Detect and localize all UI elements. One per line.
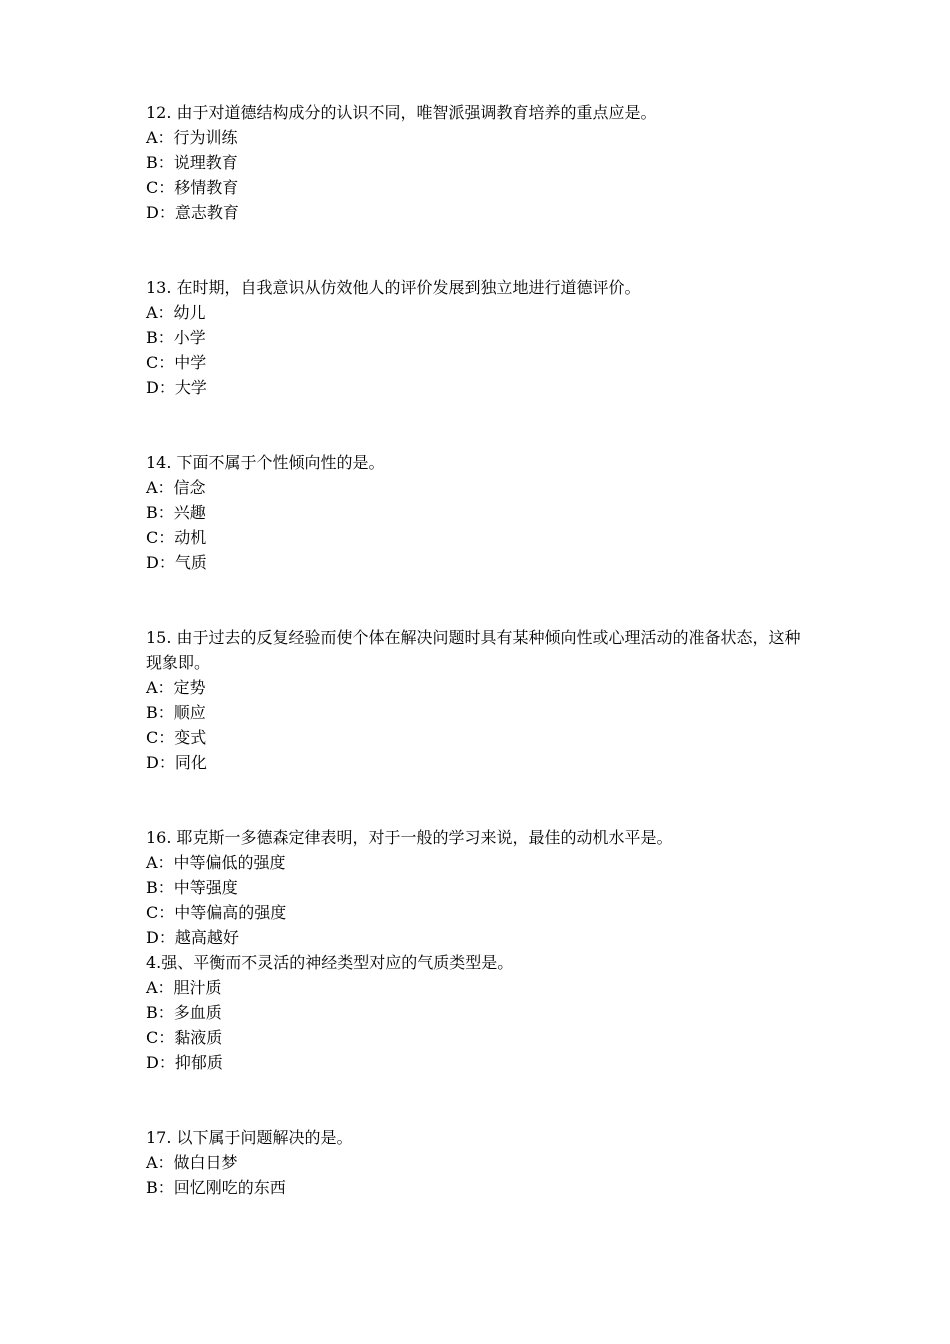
document-page [146,100,816,1200]
option-b: B：兴趣 [146,503,206,522]
question-17 [146,1125,816,1200]
question-12 [146,100,816,225]
option-d: D：同化 [146,753,207,772]
option-d: D：气质 [146,553,207,572]
option-c: C：中学 [146,353,207,372]
option-a: A：中等偏低的强度 [146,853,286,872]
option-a: A：幼儿 [146,303,206,322]
option-b: B：多血质 [146,1003,222,1022]
question-15 [146,625,816,775]
option-a: A：行为训练 [146,128,238,147]
question-stem: 4.强、平衡而不灵活的神经类型对应的气质类型是。 [146,953,514,972]
spacer [146,775,816,825]
option-c: C：移情教育 [146,178,239,197]
option-b: B：中等强度 [146,878,238,897]
question-13 [146,275,816,400]
question-stem: 17. 以下属于问题解决的是。 [146,1128,353,1147]
spacer [146,1075,816,1125]
option-b: B：回忆刚吃的东西 [146,1178,286,1197]
option-a: A：做白日梦 [146,1153,238,1172]
question-16 [146,825,816,950]
option-d: D：越高越好 [146,928,239,947]
option-c: C：动机 [146,528,207,547]
question-stem: 15. 由于过去的反复经验而使个体在解决问题时具有某种倾向性或心理活动的准备状态，这种现象即。 [146,628,801,672]
option-a: A：定势 [146,678,206,697]
option-b: B：说理教育 [146,153,238,172]
option-a: A：胆汁质 [146,978,222,997]
option-c: C：变式 [146,728,207,747]
option-c: C：黏液质 [146,1028,223,1047]
spacer [146,575,816,625]
option-d: D：意志教育 [146,203,239,222]
question-stem: 12. 由于对道德结构成分的认识不同，唯智派强调教育培养的重点应是。 [146,103,657,122]
question-4 [146,950,816,1075]
option-c: C：中等偏高的强度 [146,903,287,922]
option-b: B：小学 [146,328,206,347]
option-d: D：抑郁质 [146,1053,223,1072]
question-14 [146,450,816,575]
option-a: A：信念 [146,478,206,497]
question-stem: 16. 耶克斯一多德森定律表明，对于一般的学习来说，最佳的动机水平是。 [146,828,673,847]
option-b: B：顺应 [146,703,206,722]
question-stem: 14. 下面不属于个性倾向性的是。 [146,453,385,472]
spacer [146,225,816,275]
question-stem: 13. 在时期，自我意识从仿效他人的评价发展到独立地进行道德评价。 [146,278,641,297]
option-d: D：大学 [146,378,207,397]
spacer [146,400,816,450]
